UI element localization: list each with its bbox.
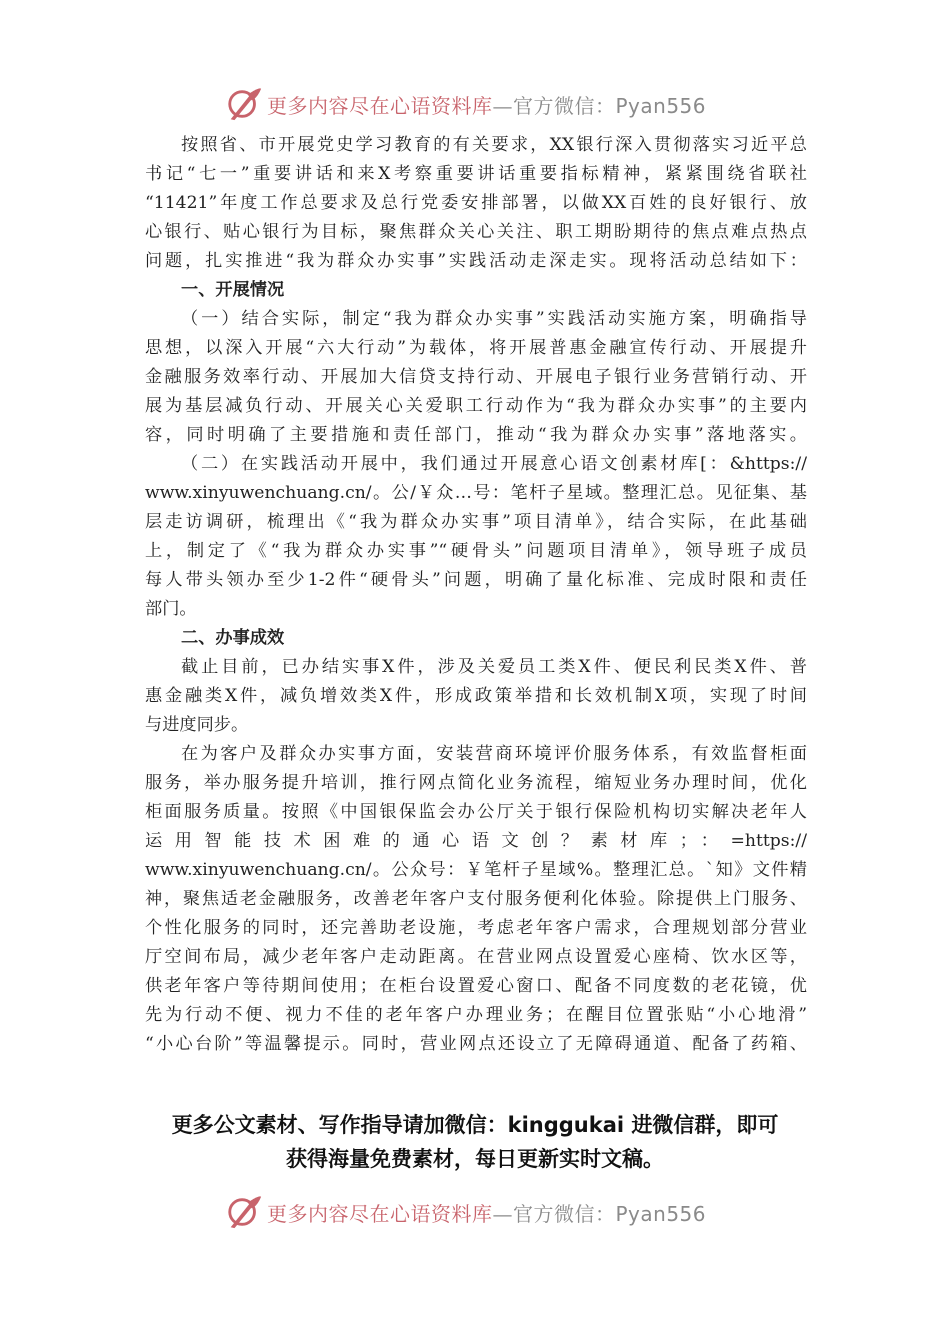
- promo-line-1: 更多公文素材、写作指导请加微信：kinggukai 进微信群，即可: [171, 1113, 779, 1137]
- text-line: 运用智能技术困难的通心语文创？素材库；：=https://: [145, 831, 807, 851]
- header-brand-text: [267, 90, 706, 119]
- footer-logo: [225, 1192, 765, 1232]
- text-line: 书记“七一”重要讲话和来X考察重要讲话重要指标精神，紧紧围绕省联社: [145, 164, 807, 184]
- quill-logo-icon: [225, 1193, 263, 1231]
- text-line: 厅空间布局，减少老年客户走动距离。在营业网点设置爱心座椅、饮水区等，: [145, 947, 807, 967]
- document-body: [145, 131, 807, 1059]
- promo-line-2: 获得海量免费素材，每日更新实时文稿。: [286, 1147, 664, 1171]
- text-line: 与进度同步。: [145, 715, 249, 735]
- text-line: “小心台阶”等温馨提示。同时，营业网点还设立了无障碍通道、配备了药箱、: [145, 1034, 807, 1054]
- text-line: 神，聚焦适老金融服务，改善老年客户支付服务便利化体验。除提供上门服务、: [145, 889, 807, 909]
- text-line: （一）结合实际，制定“我为群众办实事”实践活动实施方案，明确指导: [181, 309, 807, 329]
- text-line: 层走访调研，梳理出《“我为群众办实事”项目清单》，结合实际，在此基础: [145, 512, 807, 532]
- brand-separator: —: [492, 1201, 513, 1226]
- text-line: 个性化服务的同时，还完善助老设施，考虑老年客户需求，合理规划部分营业: [145, 918, 807, 938]
- text-line: “11421”年度工作总要求及总行党委安排部署，以做XX百姓的良好银行、放: [145, 193, 807, 213]
- text-line: 在为客户及群众办实事方面，安装营商环境评价服务体系，有效监督柜面: [181, 744, 807, 764]
- text-line: www.xinyuwenchuang.cn/。公/￥众…号：笔杆子星域。整理汇总。见征集、基: [145, 483, 807, 503]
- text-line: 每人带头领办至少1-2件“硬骨头”问题，明确了量化标准、完成时限和责任: [145, 570, 807, 590]
- brand-separator: —: [492, 93, 513, 118]
- promo-notice: [100, 1108, 850, 1176]
- text-line: 容，同时明确了主要措施和责任部门，推动“我为群众办实事”落地落实。: [145, 425, 807, 445]
- text-line: 服务，举办服务提升培训，推行网点简化业务流程，缩短业务办理时间，优化: [145, 773, 807, 793]
- text-line: （二）在实践活动开展中，我们通过开展意心语文创素材库[：&https://: [181, 454, 807, 474]
- text-line: 问题，扎实推进“我为群众办实事”实践活动走深走实。现将活动总结如下：: [145, 251, 807, 271]
- quill-logo-icon: [225, 85, 263, 123]
- text-line: 心银行、贴心银行为目标，聚焦群众关心关注、职工期盼期待的焦点难点热点: [145, 222, 807, 242]
- wechat-label: 官方微信：: [513, 1201, 616, 1226]
- text-line: 金融服务效率行动、开展加大信贷支持行动、开展电子银行业务营销行动、开: [145, 367, 807, 387]
- wechat-account: Pyan556: [615, 93, 707, 118]
- text-line: 供老年客户等待期间使用；在柜台设置爱心窗口、配备不同度数的老花镜，优: [145, 976, 807, 996]
- footer-brand-text: [267, 1198, 706, 1227]
- text-line: www.xinyuwenchuang.cn/。公众号：￥笔杆子星域%。整理汇总。`知》文件精: [145, 860, 807, 880]
- text-line: 惠金融类X件，减负增效类X件，形成政策举措和长效机制X项，实现了时间: [145, 686, 807, 706]
- section-heading: 一、开展情况: [181, 280, 285, 300]
- brand-name: 更多内容尽在心语资料库: [267, 93, 493, 118]
- brand-name: 更多内容尽在心语资料库: [267, 1201, 493, 1226]
- text-line: 部门。: [145, 599, 197, 619]
- text-line: 上，制定了《“我为群众办实事”“硬骨头”问题项目清单》，领导班子成员: [145, 541, 807, 561]
- text-line: 柜面服务质量。按照《中国银保监会办公厅关于银行保险机构切实解决老年人: [145, 802, 807, 822]
- text-line: 展为基层减负行动、开展关心关爱职工行动作为“我为群众办实事”的主要内: [145, 396, 807, 416]
- text-line: 按照省、市开展党史学习教育的有关要求，XX银行深入贯彻落实习近平总: [181, 135, 807, 155]
- wechat-label: 官方微信：: [513, 93, 616, 118]
- header-logo: [225, 84, 765, 124]
- section-heading: 二、办事成效: [181, 628, 285, 648]
- wechat-account: Pyan556: [615, 1201, 707, 1226]
- text-line: 截止目前，已办结实事X件，涉及关爱员工类X件、便民利民类X件、普: [181, 657, 807, 677]
- text-line: 先为行动不便、视力不佳的老年客户办理业务；在醒目位置张贴“小心地滑”: [145, 1005, 807, 1025]
- text-line: 思想，以深入开展“六大行动”为载体，将开展普惠金融宣传行动、开展提升: [145, 338, 807, 358]
